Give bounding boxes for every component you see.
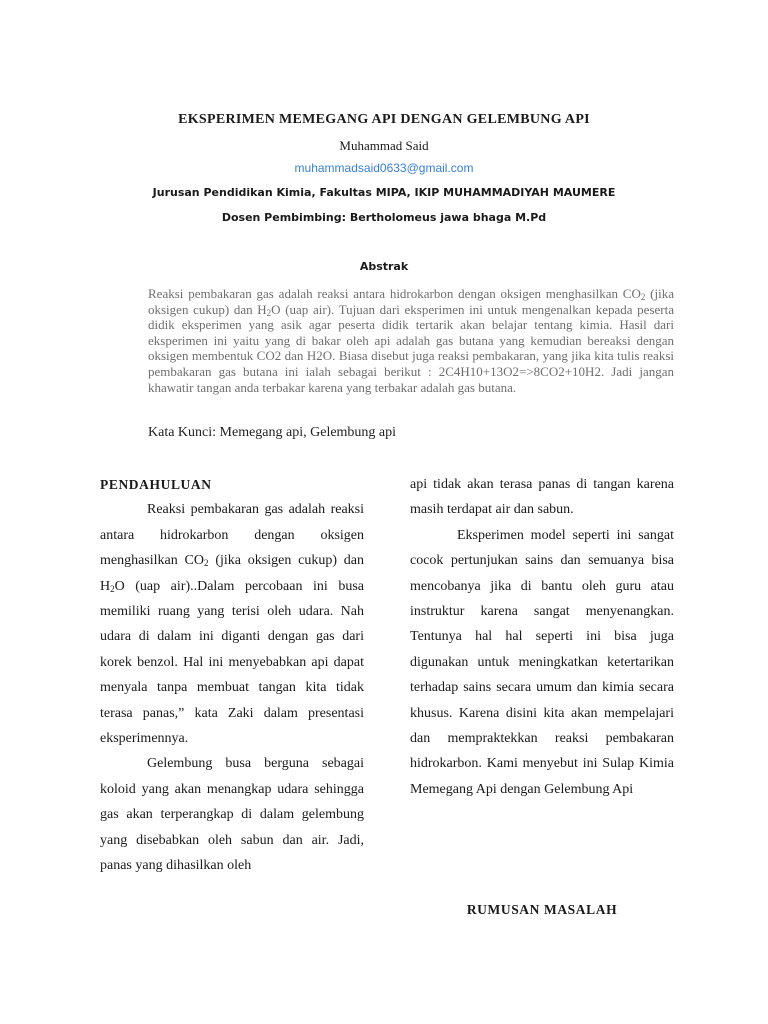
author-email[interactable]: muhammadsaid0633@gmail.com — [294, 161, 474, 175]
paragraph: api tidak akan terasa panas di tangan karena masih terdapat air dan sabun. — [410, 477, 674, 518]
section-heading-rumusan-masalah: RUMUSAN MASALAH — [466, 902, 618, 917]
subscript: 2 — [110, 583, 115, 594]
section-heading-pendahuluan: PENDAHULUAN — [100, 477, 212, 492]
abstract-text-part: (jika oksigen cukup) dan H — [148, 286, 674, 317]
advisor-line: Dosen Pembimbing: Bertholomeus jawa bhaga M.Pd — [221, 211, 547, 224]
abstract-text-part: O (uap air). Tujuan dari eksperimen ini untuk mengenalkan kepada peserta didik eksperimen yang asik agar peserta didik tertarik akan belajar tentang kimia. Hasil dari eksperimen ini yaitu yang di bakar oleh api adalah gas butana yang kemudian bereaksi dengan oksigen membentuk CO2 dan H2O. Biasa disebut juga reaksi pembakaran, yang jika kita tulis reaksi pembakaran gas butana ini ialah sebagai berikut : 2C4H10+13O2=>8CO2+10H2. Jadi jangan khawatir tangan anda terbakar karena yang terbakar adalah gas butana. — [148, 301, 674, 395]
paragraph: Eksperimen model seperti ini sangat cocok pertunjukan sains dan semuanya bisa mencobanya jika di bantu oleh guru atau instruktur karena sangat menyenangkan. Tentunya hal hal seperti ini bisa juga digunakan untuk meningkatkan ketertarikan terhadap sains secara umum dan kimia secara khusus. Karena disini kita akan mempelajari dan mempraktekkan reaksi pembakaran hidrokarbon. Kami menyebut ini Sulap Kimia Memegang Api dengan Gelembung Api — [410, 527, 674, 797]
author-name: Muhammad Said — [339, 138, 429, 153]
author-affiliation: Jurusan Pendidikan Kimia, Fakultas MIPA, IKIP MUHAMMADIYAH MAUMERE — [152, 186, 616, 199]
abstract-heading: Abstrak — [359, 260, 409, 273]
abstract-text — [148, 286, 674, 395]
right-column — [410, 472, 674, 802]
paragraph-part: O (uap air)..Dalam percobaan ini busa memiliki ruang yang terisi oleh udara. Nah udara di dalam ini diganti dengan gas dari korek benzol. Hal ini menyebabkan api dapat menyala tanpa membuat tangan kita tidak terasa panas,” kata Zaki dalam presentasi eksperimennya. — [100, 578, 364, 747]
left-column — [100, 472, 364, 879]
subscript: 2 — [204, 558, 209, 569]
paper-title: EKSPERIMEN MEMEGANG API DENGAN GELEMBUNG API — [178, 112, 590, 127]
paragraph — [100, 497, 364, 751]
abstract-text-part: Reaksi pembakaran gas adalah reaksi antara hidrokarbon dengan oksigen menghasilkan CO — [148, 286, 641, 301]
subscript: 2 — [266, 307, 272, 318]
paragraph: Gelembung busa berguna sebagai koloid yang akan menangkap udara sehingga gas akan terperangkap di dalam gelembung yang disebabkan oleh sabun dan air. Jadi, panas yang dihasilkan oleh — [100, 756, 364, 874]
keywords: Kata Kunci: Memegang api, Gelembung api — [148, 425, 397, 440]
paragraph-part: (jika oksigen cukup) dan H — [100, 553, 364, 594]
subscript: 2 — [640, 292, 646, 302]
paragraph-part: Reaksi pembakaran gas adalah reaksi antara hidrokarbon dengan oksigen menghasilkan CO — [100, 502, 364, 569]
